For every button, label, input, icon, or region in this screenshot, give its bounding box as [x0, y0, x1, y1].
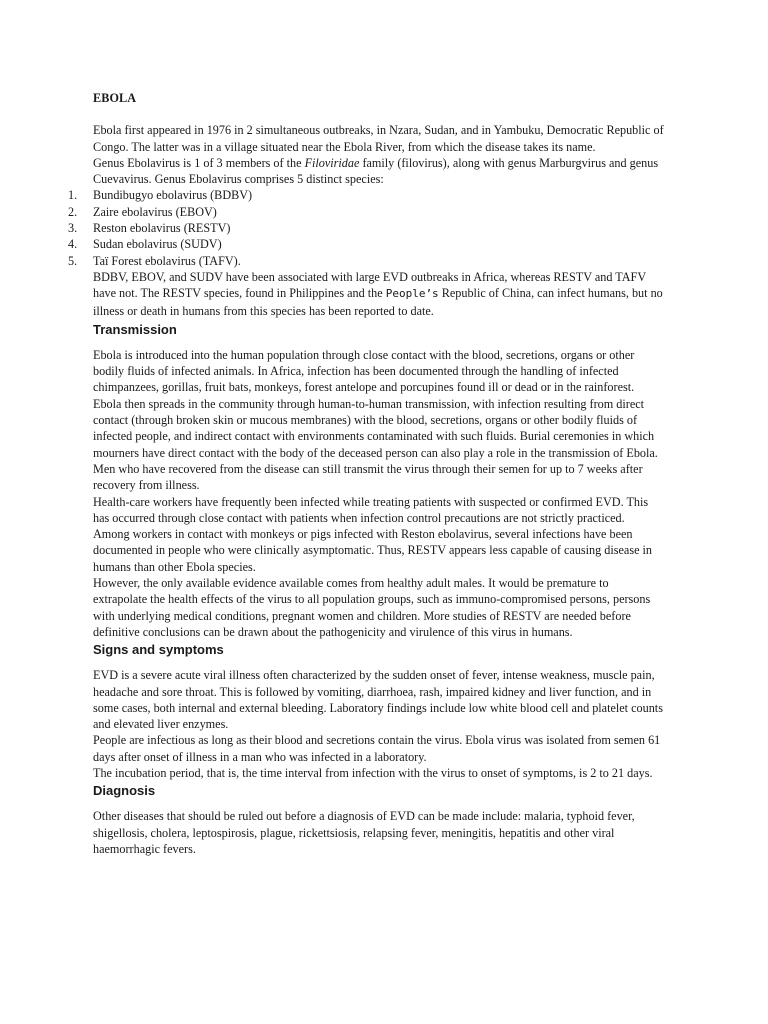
genus-text-before: Genus Ebolavirus is 1 of 3 members of the [93, 155, 305, 170]
symptoms-paragraph: The incubation period, that is, the time interval from infection with the virus to onset of symptoms, is 2 to 21 days. [93, 765, 653, 780]
list-item [68, 187, 665, 203]
species-note-paragraph [93, 269, 665, 319]
transmission-paragraph: Ebola is introduced into the human population through close contact with the blood, secretions, organs or other bodily fluids of infected animals. In Africa, infection has been documented through the handling of infected chimpanzees, gorillas, fruit bats, monkeys, forest antelope and porcupines found ill or dead or in the rainforest. [93, 347, 635, 395]
list-number: 2. [68, 204, 78, 219]
document-body [68, 90, 665, 857]
intro-paragraph: Ebola first appeared in 1976 in 2 simultaneous outbreaks, in Nzara, Sudan, and in Yambuku, Democratic Republic of Congo. The latter was in a village situated near the Ebola River, from which the disease takes its name. [93, 123, 664, 154]
list-item [68, 236, 665, 252]
symptoms-paragraph: EVD is a severe acute viral illness often characterized by the sudden onset of fever, intense weakness, muscle pain, headache and sore throat. This is followed by vomiting, diarrhoea, rash, impaired kidney and liver function, and in some cases, both internal and external bleeding. Laboratory findings include low white blood cell and platelet counts and elevated liver enzymes. [93, 668, 663, 732]
list-number: 4. [68, 237, 78, 252]
list-item-text: Sudan ebolavirus (SUDV) [93, 237, 222, 252]
list-item-text: Reston ebolavirus (RESTV) [93, 221, 231, 236]
species-note-before: BDBV, EBOV, and SUDV have been associated with large EVD outbreaks in Africa, whereas RESTV and TAFV have not. The RESTV species, found in Philippines and the [93, 269, 646, 301]
transmission-paragraph: Among workers in contact with monkeys or pigs infected with Reston ebolavirus, several infections have been documented in people who were clinically asymptomatic. Thus, RESTV appears less capable of causing disease in humans than other Ebola species. [93, 527, 653, 574]
family-name-italic: Filoviridae [304, 155, 360, 170]
species-note-mono: People’s [385, 287, 439, 301]
list-item [68, 204, 665, 220]
list-number: 5. [68, 253, 78, 268]
section-heading-diagnosis: Diagnosis [93, 783, 156, 799]
species-list [68, 187, 665, 268]
diagnosis-paragraph: Other diseases that should be ruled out before a diagnosis of EVD can be made include: malaria, typhoid fever, shigellosis, cholera, leptospirosis, plague, rickettsiosis, relapsing fever, meningitis, hepatitis and other viral haemorrhagic fevers. [93, 809, 635, 856]
transmission-paragraph: Health-care workers have frequently been infected while treating patients with suspected or confirmed EVD. This has occurred through close contact with patients when infection control precautions are not strictly practiced. [93, 494, 649, 525]
species-note-after: Republic of China, can infect humans, but no illness or death in humans from this species has been reported to date. [93, 286, 663, 318]
genus-paragraph [93, 155, 665, 188]
list-item-text: Zaire ebolavirus (EBOV) [93, 204, 217, 219]
list-item-text: Taï Forest ebolavirus (TAFV). [93, 253, 241, 268]
list-number: 1. [68, 188, 78, 203]
transmission-paragraph: Ebola then spreads in the community through human-to-human transmission, with infection resulting from direct contact (through broken skin or mucous membranes) with the blood, secretions, organs or other bodily fluids of infected people, and indirect contact with environments contaminated with such fluids. Burial ceremonies in which mourners have direct contact with the body of the deceased person can also play a role in the transmission of Ebola. Men who have recovered from the disease can still transmit the virus through their semen for up to 7 weeks after recovery from illness. [93, 396, 658, 493]
symptoms-paragraph: People are infectious as long as their blood and secretions contain the virus. Ebola virus was isolated from semen 61 days after onset of illness in a man who was infected in a laboratory. [93, 733, 661, 764]
document-title: EBOLA [93, 91, 137, 105]
list-item [68, 253, 665, 269]
list-item [68, 220, 665, 236]
genus-text-after: family (filovirus), along with genus Marburgvirus and genus Cuevavirus. Genus Ebolavirus comprises 5 distinct species: [93, 155, 659, 187]
list-item-text: Bundibugyo ebolavirus (BDBV) [93, 188, 253, 203]
transmission-paragraph: However, the only available evidence available comes from healthy adult males. It would be premature to extrapolate the health effects of the virus to all population groups, such as immuno-compromised persons, persons with underlying medical conditions, pregnant women and children. More studies of RESTV are needed before definitive conclusions can be drawn about the pathogenicity and virulence of this virus in humans. [93, 576, 651, 639]
list-number: 3. [68, 221, 78, 236]
section-heading-signs-symptoms: Signs and symptoms [93, 642, 224, 658]
section-heading-transmission: Transmission [93, 321, 177, 337]
